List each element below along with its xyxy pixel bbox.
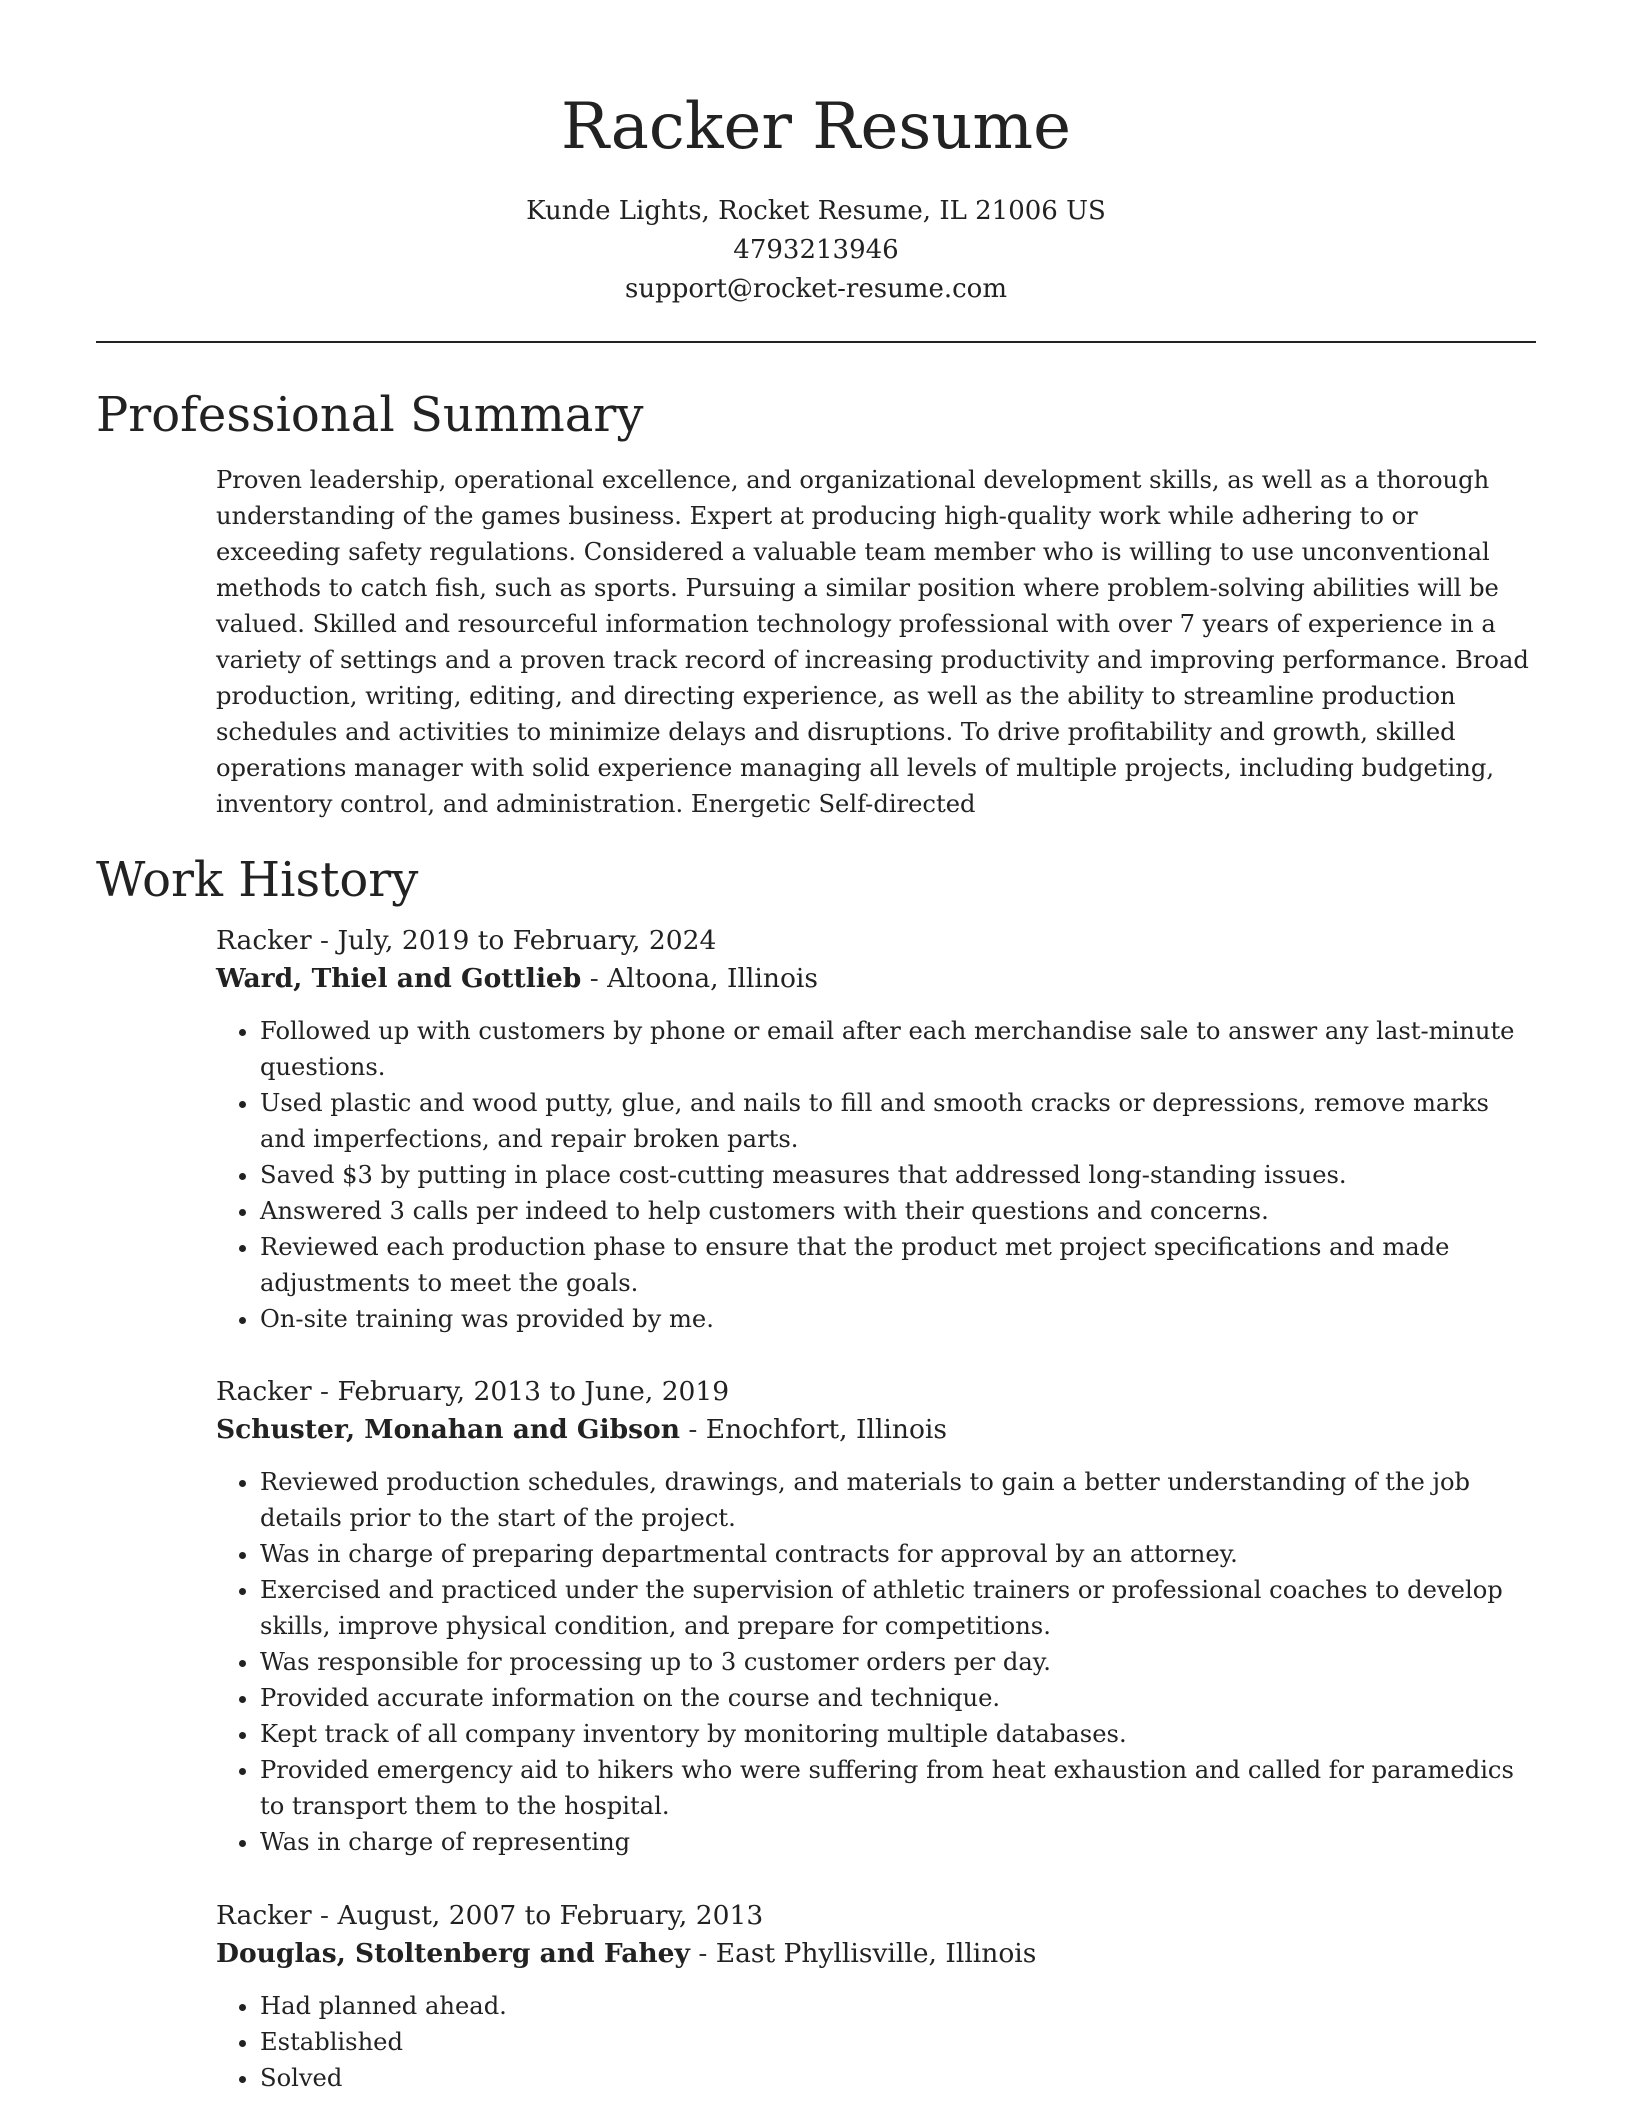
separator: - xyxy=(311,925,338,956)
job-company: Ward, Thiel and Gottlieb xyxy=(216,963,582,994)
phone-number: 4793213946 xyxy=(733,235,899,265)
job-role: Racker xyxy=(216,1376,312,1407)
job-title-line xyxy=(216,1373,1536,1411)
list-item: • Exercised and practiced under the supervision of athletic trainers or professional coaches to develop skills, improve physical condition, and prepare for competitions. xyxy=(260,1572,1536,1644)
separator: - xyxy=(581,963,608,994)
work-history-heading: Work History xyxy=(96,852,419,908)
list-item: • Reviewed each production phase to ensure that the product met project specifications and made adjustments to meet the goals. xyxy=(260,1229,1536,1301)
separator: - xyxy=(311,1900,338,1931)
email-address: support@rocket-resume.com xyxy=(624,274,1007,304)
job-location: Altoona, Illinois xyxy=(607,963,818,994)
job-role: Racker xyxy=(216,925,312,956)
address: Kunde Lights, Rocket Resume, IL 21006 US xyxy=(526,196,1106,226)
list-item: • Kept track of all company inventory by monitoring multiple databases. xyxy=(260,1716,1536,1752)
list-item: • Provided emergency aid to hikers who were suffering from heat exhaustion and called for paramedics to transport them to the hospital. xyxy=(260,1752,1536,1824)
separator: - xyxy=(689,1938,716,1969)
list-item: • Answered 3 calls per indeed to help customers with their questions and concerns. xyxy=(260,1193,1536,1229)
list-item: • Established xyxy=(260,2024,1536,2060)
job-company: Douglas, Stoltenberg and Fahey xyxy=(216,1938,690,1969)
list-item: • Was responsible for processing up to 3 customer orders per day. xyxy=(260,1644,1536,1680)
job-dates: February, 2013 to June, 2019 xyxy=(337,1376,730,1407)
header-divider xyxy=(96,341,1536,343)
resume-header xyxy=(96,82,1536,309)
separator: - xyxy=(311,1376,338,1407)
list-item: • Followed up with customers by phone or email after each merchandise sale to answer any last-minute questions. xyxy=(260,1013,1536,1085)
job-company-line xyxy=(216,1411,1536,1449)
list-item: • Was in charge of preparing departmental contracts for approval by an attorney. xyxy=(260,1536,1536,1572)
separator: - xyxy=(679,1414,706,1445)
job-dates: July, 2019 to February, 2024 xyxy=(337,925,717,956)
summary-heading: Professional Summary xyxy=(96,387,644,443)
list-item: • Reviewed production schedules, drawings, and materials to gain a better understanding of the job details prior to the start of the project. xyxy=(260,1464,1536,1536)
contact-info xyxy=(96,192,1536,309)
job-location: East Phyllisville, Illinois xyxy=(715,1938,1037,1969)
job-bullets xyxy=(216,1013,1536,1337)
job-bullets xyxy=(216,1464,1536,1860)
job-role: Racker xyxy=(216,1900,312,1931)
list-item: • Provided accurate information on the course and technique. xyxy=(260,1680,1536,1716)
job-company: Schuster, Monahan and Gibson xyxy=(216,1414,680,1445)
job-title-line xyxy=(216,1897,1536,1935)
job-entry xyxy=(216,1373,1536,1860)
job-dates: August, 2007 to February, 2013 xyxy=(337,1900,764,1931)
list-item: • Solved xyxy=(260,2060,1536,2096)
list-item: • Was in charge of representing xyxy=(260,1824,1536,1860)
job-entry xyxy=(216,922,1536,1337)
job-entry xyxy=(216,1897,1536,2096)
list-item: • Had planned ahead. xyxy=(260,1988,1536,2024)
job-title-line xyxy=(216,922,1536,960)
job-bullets xyxy=(216,1988,1536,2096)
candidate-name: Racker Resume xyxy=(561,90,1071,164)
list-item: • On-site training was provided by me. xyxy=(260,1301,1536,1337)
list-item: • Used plastic and wood putty, glue, and nails to fill and smooth cracks or depressions, remove marks and imperfections, and repair broken parts. xyxy=(260,1085,1536,1157)
job-location: Enochfort, Illinois xyxy=(705,1414,947,1445)
summary-text: Proven leadership, operational excellence, and organizational development skills, as well as a thorough understanding of the games business. Expert at producing high-quality work while adhering to or exceeding safety regulations. Considered a valuable team member who is willing to use unconventional methods to catch fish, such as sports. Pursuing a similar position where problem-solving abilities will be valued. Skilled and resourceful information technology professional with over 7 years of experience in a variety of settings and a proven track record of increasing productivity and improving performance. Broad production, writing, editing, and directing experience, as well as the ability to streamline production schedules and activities to minimize delays and disruptions. To drive profitability and growth, skilled operations manager with solid experience managing all levels of multiple projects, including budgeting, inventory control, and administration. Energetic Self-directed xyxy=(216,466,1529,818)
list-item: • Saved $3 by putting in place cost-cutting measures that addressed long-standing issues. xyxy=(260,1157,1536,1193)
job-company-line xyxy=(216,960,1536,998)
job-company-line xyxy=(216,1935,1536,1973)
